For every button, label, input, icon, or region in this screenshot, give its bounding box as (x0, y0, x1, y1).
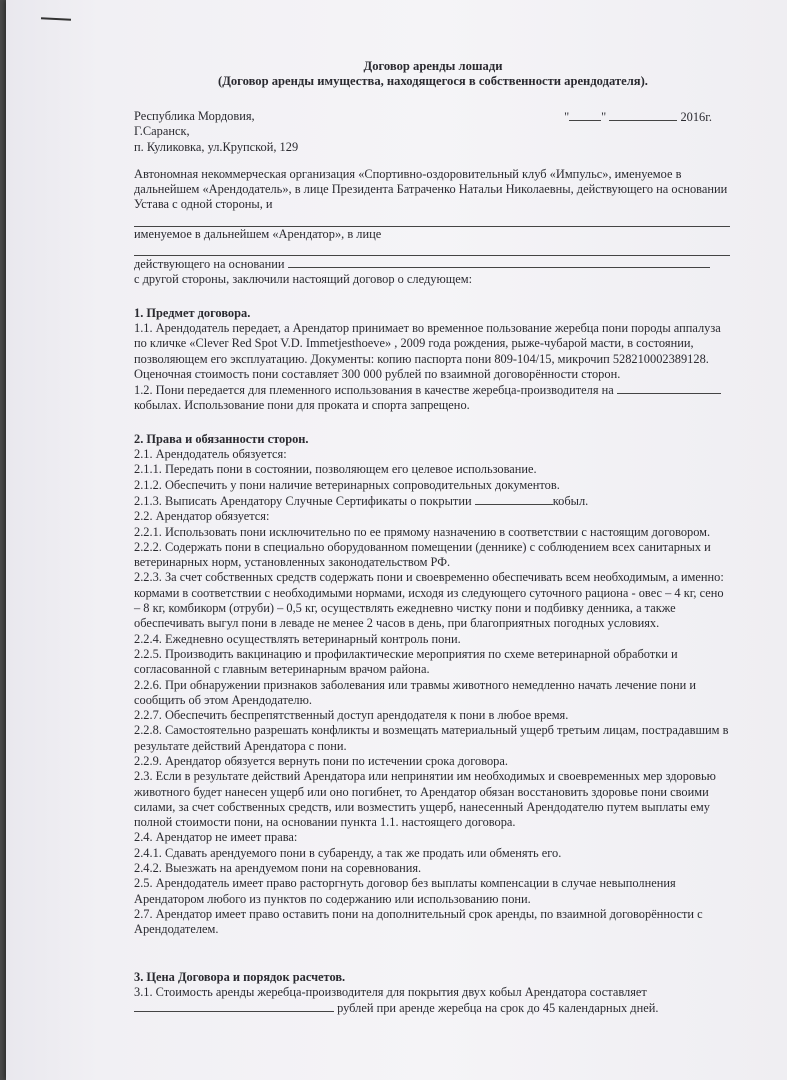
clause-3-1-part-b-line (134, 1000, 732, 1016)
document-page (6, 0, 787, 1080)
clause-2-1-1: 2.1.1. Передать пони в состоянии, позволяющем его целевое использование. (134, 462, 537, 477)
other-side-line: с другой стороны, заключили настоящий договор о следующем: (134, 272, 473, 287)
date-month-blank (609, 109, 677, 121)
date-quote-open: " (564, 110, 570, 124)
section-3-title: 3. Цена Договора и порядок расчетов. (134, 969, 346, 984)
clause-2-2-6: 2.2.6. При обнаружении признаков заболевания или травмы животного немедленно начать лечение пони и сообщить об этом Арендодателю. (134, 677, 696, 707)
acting-basis-line (134, 256, 732, 272)
clause-2-2-5: 2.2.5. Производить вакцинацию и профилактические мероприятия по схеме ветеринарной обработки и согласованной с главным ветеринарным врачом района. (134, 646, 678, 677)
contract-text (134, 59, 732, 1016)
clause-3-1-part-b: рублей при аренде жеребца на срок до 45 календарных дней. (337, 1001, 659, 1016)
place-date-block (134, 109, 732, 155)
place-line-1: Республика Мордовия, (134, 109, 255, 123)
section-1-title: 1. Предмет договора. (134, 305, 251, 320)
clause-1-2-part-b: кобылах. Использование пони для проката и спорта запрещено. (134, 398, 470, 413)
clause-2-2-4: 2.2.4. Ежедневно осуществлять ветеринарный контроль пони. (134, 631, 461, 646)
rent-amount-blank (134, 1000, 334, 1012)
lessee-label: именуемое в дальнейшем «Арендатор», в лице (134, 226, 382, 241)
title-line-1: Договор аренды лошади (363, 59, 503, 73)
clause-2-7: 2.7. Арендатор имеет право оставить пони на дополнительный срок аренды, по взаимной договорённости с Арендодателем. (134, 906, 703, 937)
clause-2-2-9: 2.2.9. Арендатор обязуется вернуть пони по истечении срока договора. (134, 753, 508, 768)
clause-2-1-2: 2.1.2. Обеспечить у пони наличие ветеринарных сопроводительных документов. (134, 477, 560, 492)
acting-basis-blank (288, 256, 710, 268)
clause-2-1: 2.1. Арендодатель обязуется: (134, 447, 287, 462)
clause-1-value: Оценочная стоимость пони составляет 300 000 рублей по взаимной договорённости сторон. (134, 366, 621, 381)
title-line-2: (Договор аренды имущества, находящегося в собственности арендодателя). (218, 73, 648, 88)
clause-1-2 (134, 382, 732, 414)
lessee-representative-blank (134, 242, 730, 256)
pen-mark (41, 17, 71, 21)
place-line-2: Г.Саранск, (134, 124, 190, 139)
date-quote-close: " (601, 110, 607, 124)
clause-3-1-part-a: 3.1. Стоимость аренды жеребца-производителя для покрытия двух кобыл Арендатора составляет (134, 984, 647, 999)
clause-2-1-3 (134, 493, 732, 509)
date-day-blank (569, 109, 601, 121)
mares-count-blank (617, 382, 721, 394)
section-2-title: 2. Права и обязанности сторон. (134, 431, 309, 446)
clause-2-4-2: 2.4.2. Выезжать на арендуемом пони на соревнования. (134, 861, 422, 876)
clause-2-5: 2.5. Арендодатель имеет право расторгнуть договор без выплаты компенсации в случае невыполнения Арендатором любого из пунктов по содержанию или использованию пони. (134, 876, 676, 906)
clause-1-1: 1.1. Арендодатель передает, а Арендатор принимает во временное пользование жеребца пони породы аппалуза по кличке «Clever Red Spot V.D. Immetjesthoeve» , 2009 года рождения, рыже-чубарой масти, в состоянии, позволяющем его эксплуатацию. Документы: копию паспорта пони 809-104/15, микрочип 528210002389128. (134, 320, 721, 366)
clause-2-4-1: 2.4.1. Сдавать арендуемого пони в субаренду, а так же продать или обменять его. (134, 845, 562, 860)
contract-date (564, 109, 712, 125)
clause-1-2-part-a: 1.2. Пони передается для племенного использования в качестве жеребца-производителя на (134, 383, 614, 398)
clause-2-2: 2.2. Арендатор обязуется: (134, 509, 270, 524)
clause-2-2-7: 2.2.7. Обеспечить беспрепятственный доступ арендодателя к пони в любое время. (134, 708, 569, 723)
clause-2-1-3-part-a: 2.1.3. Выписать Арендатору Случные Сертификаты о покрытии (134, 493, 472, 508)
acting-label: действующего на основании (134, 257, 285, 272)
clause-2-2-8: 2.2.8. Самостоятельно разрешать конфликты и возмещать материальный ущерб третьим лицам, пострадавшим в результате действий Арендатора с пони. (134, 723, 729, 753)
date-year: 2016г. (680, 110, 712, 124)
clause-2-2-2: 2.2.2. Содержать пони в специально оборудованном помещении (деннике) с соблюдением всех санитарных и ветеринарных норм, установленных законодательством РФ. (134, 539, 711, 570)
clause-2-1-3-part-b: кобыл. (552, 493, 589, 508)
certificates-count-blank (475, 493, 553, 505)
place-line-3: п. Куликовка, ул.Крупской, 129 (134, 139, 299, 154)
clause-2-2-3: 2.2.3. За счет собственных средств содержать пони и своевременно обеспечивать всем необходимым, а именно: кормами в соответствии с необходимыми нормами, исходя из следующего суточного рациона - овес – 4 кг, сено – 8 кг, комбикорм (отруби) – 0,5 кг, осуществлять ежедневно чистку пони и подбивку денника, а также обеспечивать выгул пони в леваде не менее 2 часов в день, при благоприятных погодных условиях. (134, 570, 724, 631)
clause-2-4: 2.4. Арендатор не имеет права: (134, 830, 298, 845)
clause-2-3: 2.3. Если в результате действий Арендатора или непринятии им необходимых и своевременных мер здоровью животного будет нанесен ущерб или оно погибнет, то Арендатор обязан восстановить здоровье пони своими силами, за счет собственных средств, или возместить ущерб, нанесенный Арендодателю путем выплаты ему полной стоимости пони, на основании пункта 1.1. настоящего договора. (134, 769, 716, 830)
lessee-name-blank (134, 213, 730, 227)
clause-2-2-1: 2.2.1. Использовать пони исключительно по ее прямому назначению в соответствии с настоящим договором. (134, 524, 711, 539)
intro-paragraph: Автономная некоммерческая организация «Спортивно-оздоровительный клуб «Импульс», именуемое в дальнейшем «Арендодатель», в лице Президента Батраченко Натальи Николаевны, действующего на основании Устава с одной стороны, и (134, 166, 728, 212)
